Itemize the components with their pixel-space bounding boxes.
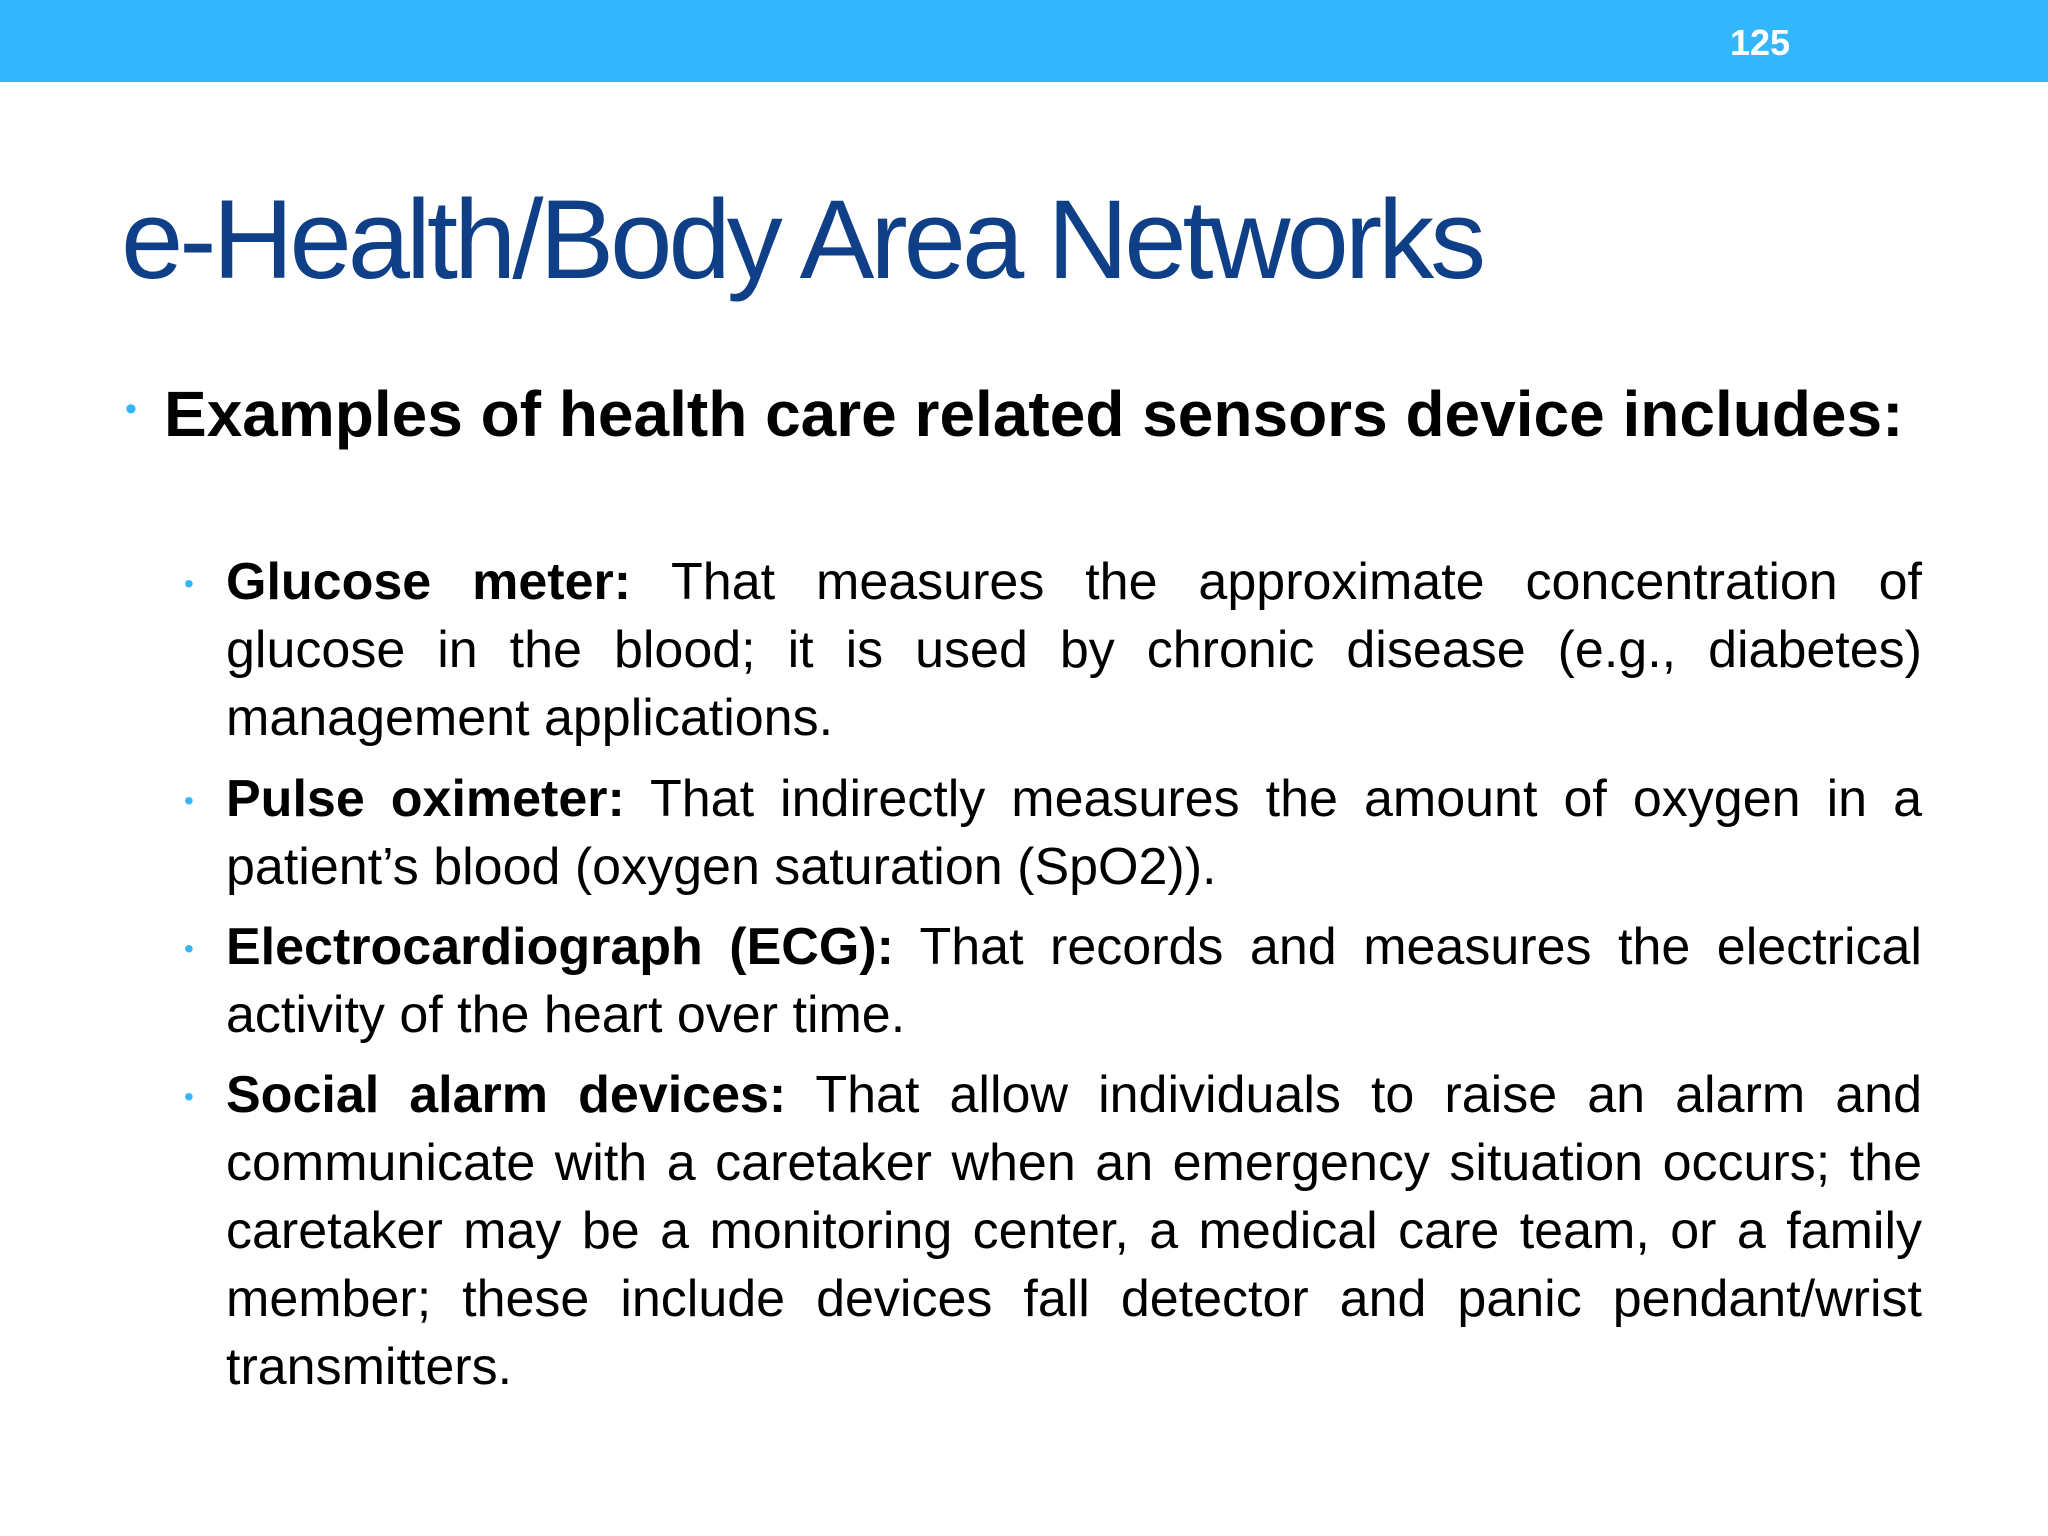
bullet-dot-icon: • xyxy=(184,785,194,816)
slide-number: 125 xyxy=(1729,22,1791,63)
item-description: That allow individuals to raise an alarm and communicate with a caretaker when an emergency situation occurs; the caretaker may be a monitoring center, a medical care team, or a family member; these include devices fall detector and panic pendant/wrist transmitters. xyxy=(226,1066,1922,1396)
item-description: That records and measures the electrical activity of the heart over time. xyxy=(226,918,1922,1044)
item-description: That indirectly measures the amount of oxygen in a patient’s blood (oxygen saturation (SpO2)). xyxy=(226,770,1922,896)
list-item xyxy=(226,1061,1922,1401)
bullet-dot-icon: • xyxy=(125,390,137,428)
slide-title: e-Health/Body Area Networks xyxy=(121,177,1483,302)
main-bullet-text: Examples of health care related sensors device includes: xyxy=(164,378,1904,450)
bullet-dot-icon: • xyxy=(184,933,194,964)
bullet-dot-icon: • xyxy=(184,568,194,599)
bullet-dot-icon: • xyxy=(184,1081,194,1112)
list-item xyxy=(226,765,1922,901)
item-term: Social alarm devices: xyxy=(226,1066,787,1124)
item-term: Electrocardiograph (ECG): xyxy=(226,918,894,976)
item-term: Pulse oximeter: xyxy=(226,770,625,828)
list-item xyxy=(226,548,1922,752)
list-item xyxy=(226,913,1922,1049)
item-description: That measures the approximate concentration of glucose in the blood; it is used by chronic disease (e.g., diabetes) management applications. xyxy=(226,553,1922,747)
item-term: Glucose meter: xyxy=(226,553,632,611)
